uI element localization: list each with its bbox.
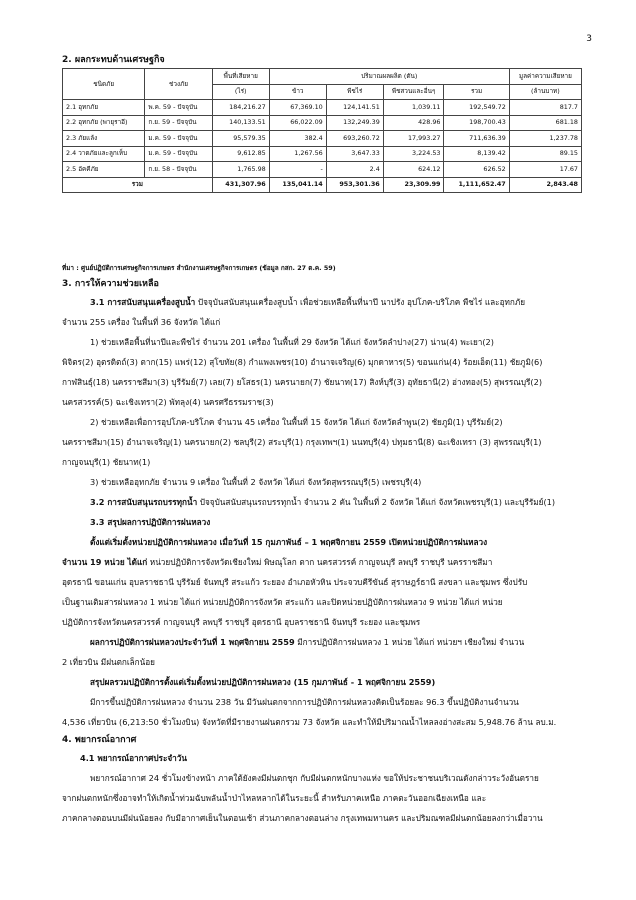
table-row: 2.3 ภัยแล้ง ม.ค. 59 - ปัจจุบัน 95,579.35 382.4 693,260.72 17,993.27 711,636.39 1,237.78 [63,131,582,147]
col-output-header: ปริมาณผลผลิต (ตัน) [269,69,509,85]
paragraph-4-1: 4.1 พยากรณ์อากาศประจำวัน พยากรณ์อากาศ 24 ชั่วโมงข้างหน้า ภาคใต้ยังคงมีฝนตกชุก กับมีฝนตกหนักบางแห่ง ขอให้ประชาชนบริเวณดังกล่าวระวังอันตราย จากฝนตกหนักซึ่งอาจทำให้เกิดน้ำท่วมฉับพลันน้ำป่าไหลหลากได้ในระยะนี้ สำหรับภาคเหนือ ภาคตะวันออกเฉียงเหนือ และ ภาคกลางตอนบนมีฝนน้อยลง กับมีอากาศเย็นในตอนเช้า ส่วนภาคกลางตอนล่าง กรุงเทพมหานคร และปริมณฑลมีฝนตกน้อยลงกว่าเมื่อวาน [62,748,590,828]
section-2-heading: 2. ผลกระทบด้านเศรษฐกิจ [62,55,165,65]
unit-million-baht: (ล้านบาท) [509,84,581,100]
table-row: 2.1 อุทกภัย พ.ค. 59 - ปัจจุบัน 184,216.27 67,369.10 124,141.51 1,039.11 192,549.72 817.7 [63,100,582,116]
col-rice-header: ข้าว [269,84,326,100]
col-total-header: รวม [444,84,509,100]
subheading-4-1: 4.1 พยากรณ์อากาศประจำวัน [80,753,187,763]
page-number: 3 [586,34,592,44]
subheading-3-2: 3.2 การสนับสนุนรถบรรทุกน้ำ [90,497,198,507]
table-row: 2.2 อุทกภัย (พายุราอี) ก.ย. 59 - ปัจจุบัน 140,133.51 66,022.09 132,249.39 428.96 198,700.43 681.18 [63,115,582,131]
col-horti-header: พืชสวนและอื่นๆ [383,84,444,100]
col-crops-header: พืชไร่ [326,84,383,100]
unit-rai: (ไร่) [212,84,269,100]
table-total-row: รวม 431,307.96 135,041.14 953,301.36 23,309.99 1,111,652.47 2,843.48 [63,177,582,193]
damage-table [62,68,582,193]
table-row: 2.5 อัคคีภัย ก.ย. 58 - ปัจจุบัน 1,765.98 - 2.4 624.12 626.52 17.67 [63,162,582,178]
paragraph-3-1: 3.1 การสนับสนุนเครื่องสูบน้ำ ปัจจุบันสนับสนุนเครื่องสูบน้ำ เพื่อช่วยเหลือพื้นที่นาปี นาปรัง อุปโภค-บริโภค พืชไร่ และอุทกภัย จำนวน 255 เครื่อง ในพื้นที่ 36 จังหวัด ได้แก่ 1) ช่วยเหลือพื้นที่นาปีและพืชไร่ จำนวน 201 เครื่อง ในพื้นที่ 29 จังหวัด ได้แก่ จังหวัดลำปาง(27) น่าน(4) พะเยา(2) พิจิตร(2) อุตรดิตถ์(3) ตาก(15) แพร่(12) สุโขทัย(8) กำแพงเพชร(10) อำนาจเจริญ(6) มุกดาหาร(5) ขอนแก่น(4) ร้อยเอ็ด(11) ชัยภูมิ(6) กาฬสินธุ์(18) นครราชสีมา(3) บุรีรัมย์(7) เลย(7) ยโสธร(1) นครนายก(7) ชัยนาท(17) สิงห์บุรี(3) อุทัยธานี(2) อ่างทอง(5) สุพรรณบุรี(2) นครสวรรค์(5) ฉะเชิงเทรา(2) พัทลุง(4) นครศรีธรรมราช(3) 2) ช่วยเหลือเพื่อการอุปโภค-บริโภค จำนวน 45 เครื่อง ในพื้นที่ 15 จังหวัด ได้แก่ จังหวัดลำพูน(2) ชัยภูมิ(1) บุรีรัมย์(2) นครราชสีมา(15) อำนาจเจริญ(1) นครนายก(2) ชลบุรี(2) สระบุรี(1) กรุงเทพฯ(1) นนทบุรี(4) ปทุมธานี(8) ฉะเชิงเทรา (3) สุพรรณบุรี(1) กาญจนบุรี(1) ชัยนาท(1) 3) ช่วยเหลืออุทกภัย จำนวน 9 เครื่อง ในพื้นที่ 2 จังหวัด ได้แก่ จังหวัดสุพรรณบุรี(5) เพชรบุรี(4) 3.2 การสนับสนุนรถบรรทุกน้ำ ปัจจุบันสนับสนุนรถบรรทุกน้ำ จำนวน 2 คัน ในพื้นที่ 2 จังหวัด ได้แก่ จังหวัดเพชรบุรี(1) และบุรีรัมย์(1) 3.3 สรุปผลการปฏิบัติการฝนหลวง ตั้งแต่เริ่มตั้งหน่วยปฏิบัติการฝนหลวง เมื่อวันที่ 15 กุมภาพันธ์ – 1 พฤศจิกายน 2559 เปิดหน่วยปฏิบัติการฝนหลวง จำนวน 19 หน่วย ได้แก่ หน่วยปฏิบัติการจังหวัดเชียงใหม่ พิษณุโลก ตาก นครสวรรค์ กาญจนบุรี ลพบุรี ราชบุรี นครราชสีมา อุดรธานี ขอนแก่น อุบลราชธานี บุรีรัมย์ จันทบุรี สระแก้ว ระยอง อำเภอหัวหิน ประจวบคีรีขันธ์ สุราษฎร์ธานี สงขลา และชุมพร ซึ่งปรับ เป็นฐานเติมสารฝนหลวง 1 หน่วย ได้แก่ หน่วยปฏิบัติการจังหวัด สระแก้ว และปิดหน่วยปฏิบัติการฝนหลวง 9 หน่วย ได้แก่ หน่วย ปฏิบัติการจังหวัดนครสวรรค์ กาญจนบุรี ลพบุรี ราชบุรี อุดรธานี อุบลราชธานี จันทบุรี ระยอง และชุมพร ผลการปฏิบัติการฝนหลวงประจำวันที่ 1 พฤศจิกายน 2559 มีการปฏิบัติการฝนหลวง 1 หน่วย ได้แก่ หน่วยฯ เชียงใหม่ จำนวน 2 เที่ยวบิน มีฝนตกเล็กน้อย สรุปผลรวมปฏิบัติการตั้งแต่เริ่มตั้งหน่วยปฏิบัติการฝนหลวง (15 กุมภาพันธ์ - 1 พฤศจิกายน 2559) มีการขึ้นปฏิบัติการฝนหลวง จำนวน 238 วัน มีวันฝนตกจากการปฏิบัติการฝนหลวงคิดเป็นร้อยละ 96.3 ขึ้นปฏิบัติงานจำนวน 4,536 เที่ยวบิน (6,213:50 ชั่วโมงบิน) จังหวัดที่มีรายงานฝนตกรวม 73 จังหวัด และทำให้มีปริมาณน้ำไหลลงอ่างสะสม 5,948.76 ล้าน ลบ.ม. [62,292,590,732]
col-value-header: มูลค่าความเสียหาย [509,69,581,85]
summary-heading: สรุปผลรวมปฏิบัติการตั้งแต่เริ่มตั้งหน่วยปฏิบัติการฝนหลวง (15 กุมภาพันธ์ - 1 พฤศจิกายน 2559) [90,677,436,687]
col-area-header: พื้นที่เสียหาย [212,69,269,85]
table-source-note: ที่มา : ศูนย์ปฏิบัติการเศรษฐกิจการเกษตร สำนักงานเศรษฐกิจการเกษตร (ข้อมูล กสก. 27 ต.ค. 59) [62,264,336,272]
subheading-3-1: 3.1 การสนับสนุนเครื่องสูบน้ำ [90,297,196,307]
subheading-3-3: 3.3 สรุปผลการปฏิบัติการฝนหลวง [90,517,211,527]
section-3-heading: 3. การให้ความช่วยเหลือ [62,279,159,289]
table-row: 2.4 วาตภัยและลูกเห็บ ม.ค. 59 - ปัจจุบัน 9,612.85 1,267.56 3,647.33 3,224.53 8,139.42 89.15 [63,146,582,162]
col-disaster-header: ชนิดภัย [63,69,145,100]
col-period-header: ช่วงภัย [145,69,212,100]
section-4-heading: 4. พยากรณ์อากาศ [62,735,137,745]
